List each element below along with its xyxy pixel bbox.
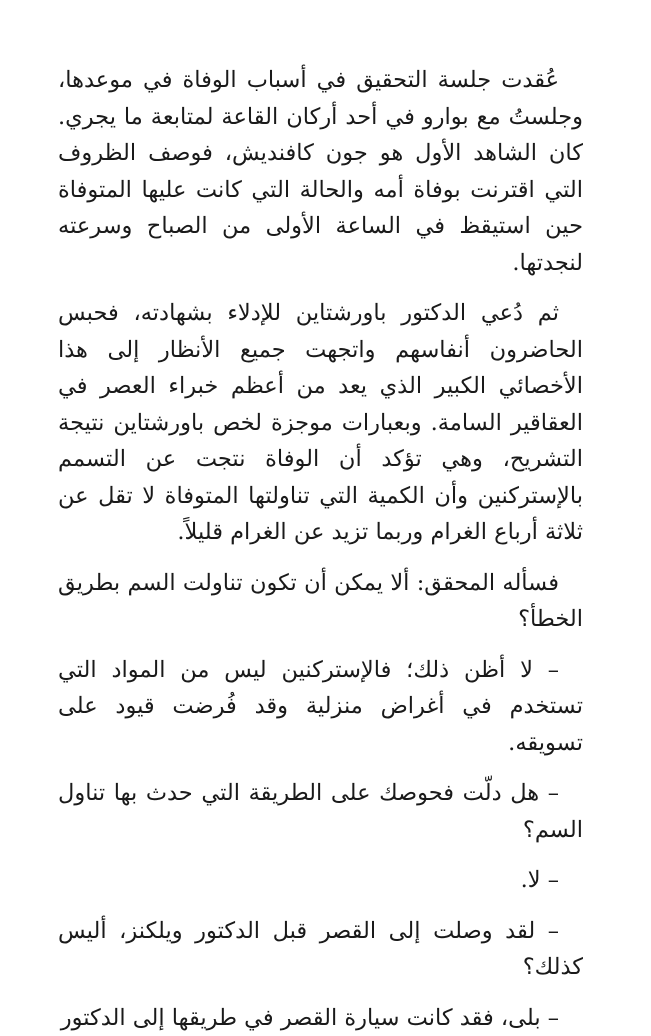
dialogue-line-answer-no: – لا. <box>58 862 583 899</box>
dialogue-line-answer-car: – بلى، فقد كانت سيارة القصر في طريقها إلى الدكتور <box>58 1000 583 1036</box>
paragraph-coroner-question: فسأله المحقق: ألا يمكن أن تكون تناولت السم بطريق الخطأ؟ <box>58 565 583 638</box>
dialogue-line-question-arrival: – لقد وصلت إلى القصر قبل الدكتور ويلكنز، أليس كذلك؟ <box>58 913 583 986</box>
paragraph-doctor-testimony: ثم دُعي الدكتور باورشتاين للإدلاء بشهادته، فحبس الحاضرون أنفاسهم واتجهت جميع الأنظار إلى هذا الأخصائي الكبير الذي يعد من أعظم خبراء العصر في العقاقير السامة. وبعبارات موجزة لخص باورشتاين نتيجة التشريح، وهي تؤكد أن الوفاة نتجت عن التسمم بالإستركنين وأن الكمية التي تناولتها المتوفاة لا تقل عن ثلاثة أرباع الغرام وربما تزيد عن الغرام قليلاً. <box>58 295 583 551</box>
dialogue-line-question-method: – هل دلّت فحوصك على الطريقة التي حدث بها تناول السم؟ <box>58 775 583 848</box>
paragraph-inquest-opening: عُقدت جلسة التحقيق في أسباب الوفاة في موعدها، وجلستُ مع بوارو في أحد أركان القاعة لمتابعة ما يجري. كان الشاهد الأول هو جون كافنديش، فوصف الظروف التي اقترنت بوفاة أمه والحالة التي كانت عليها المتوفاة حين استيقظ في الساعة الأولى من الصباح وسرعته لنجدتها. <box>58 62 583 281</box>
dialogue-line-answer-strychnine: – لا أظن ذلك؛ فالإستركنين ليس من المواد التي تستخدم في أغراض منزلية وقد فُرضت قيود على تسويقه. <box>58 652 583 762</box>
